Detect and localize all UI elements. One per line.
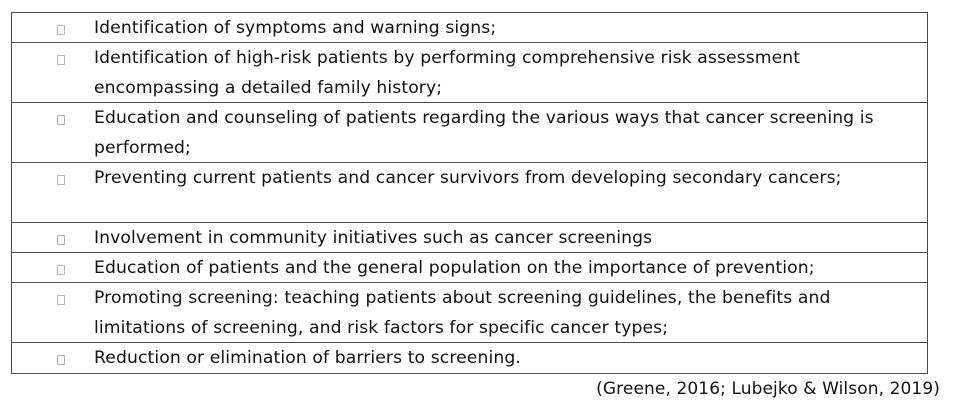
checkbox-icon — [57, 295, 65, 305]
list-item-text: Education and counseling of patients regarding the various ways that cancer screening is performed; — [94, 108, 874, 158]
list-item — [12, 283, 927, 343]
checkbox-icon — [57, 235, 65, 245]
checklist-table — [11, 12, 928, 374]
checkbox-icon — [57, 25, 65, 35]
list-item — [12, 343, 927, 373]
list-item — [12, 163, 927, 223]
checkbox-icon — [57, 175, 65, 185]
list-item-text: Promoting screening: teaching patients about screening guidelines, the benefits and limitations of screening, and risk factors for specific cancer types; — [94, 288, 831, 338]
list-item-text: Reduction or elimination of barriers to screening. — [94, 348, 521, 368]
citation: (Greene, 2016; Lubejko & Wilson, 2019) — [596, 379, 940, 399]
list-item-text: Identification of high-risk patients by performing comprehensive risk assessment encompassing a detailed family history; — [94, 48, 801, 98]
list-item — [12, 223, 927, 253]
checkbox-icon — [57, 355, 65, 365]
checkbox-icon — [57, 55, 65, 65]
checkbox-icon — [57, 265, 65, 275]
list-item-text: Preventing current patients and cancer survivors from developing secondary cancers; — [94, 168, 842, 188]
list-item-text: Involvement in community initiatives such as cancer screenings — [94, 228, 653, 248]
checkbox-icon — [57, 115, 65, 125]
list-item — [12, 103, 927, 163]
list-item — [12, 13, 927, 43]
list-item-text: Identification of symptoms and warning signs; — [94, 18, 497, 38]
list-item-text: Education of patients and the general population on the importance of prevention; — [94, 258, 815, 278]
list-item — [12, 253, 927, 283]
list-item — [12, 43, 927, 103]
